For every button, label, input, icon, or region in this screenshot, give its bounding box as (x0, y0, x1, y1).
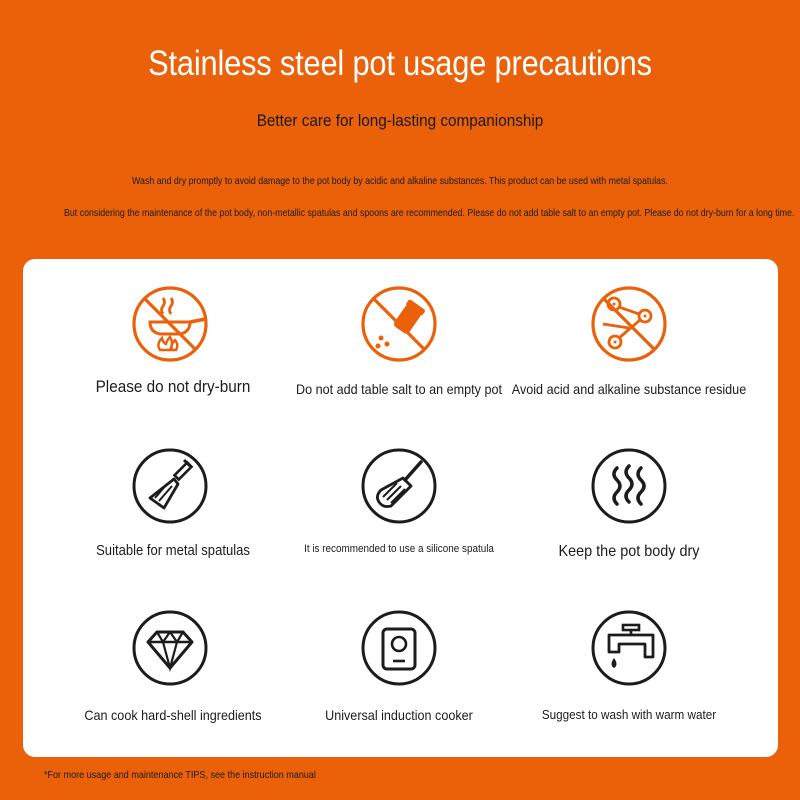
tip-label-5: It is recommended to use a silicone spatula (304, 543, 494, 555)
diamond-icon (130, 608, 210, 688)
page-title: Stainless steel pot usage precautions (148, 44, 652, 83)
tip-label-6: Keep the pot body dry (558, 543, 700, 560)
footnote: *For more usage and maintenance TIPS, see the instruction manual (44, 769, 316, 781)
induction-cooker-icon (359, 608, 439, 688)
steam-icon (589, 446, 669, 526)
tip-label-1: Please do not dry-burn (95, 377, 251, 396)
silicone-spatula-icon (359, 446, 439, 526)
tip-label-9: Suggest to wash with warm water (541, 707, 717, 722)
tips-card (23, 259, 778, 757)
no-salt-icon (359, 284, 439, 364)
tip-label-8: Universal induction cooker (325, 707, 473, 723)
no-acid-alkali-icon (589, 284, 669, 364)
description-line-2: But considering the maintenance of the pot body, non-metallic spatulas and spoons are recommended. Please do not add table salt to an empty pot. Please do not dry-burn for a long time. (64, 207, 795, 219)
tip-label-2: Do not add table salt to an empty pot (296, 381, 502, 397)
faucet-icon (589, 608, 669, 688)
description-line-1: Wash and dry promptly to avoid damage to the pot body by acidic and alkaline substances. This product can be used with metal spatulas. (132, 175, 668, 187)
tip-label-7: Can cook hard-shell ingredients (84, 707, 262, 723)
no-dry-burn-icon (130, 284, 210, 364)
tip-label-4: Suitable for metal spatulas (96, 543, 250, 559)
page-subtitle: Better care for long-lasting companionship (256, 111, 544, 130)
metal-spatula-icon (130, 446, 210, 526)
tip-label-3: Avoid acid and alkaline substance residue (511, 381, 747, 397)
